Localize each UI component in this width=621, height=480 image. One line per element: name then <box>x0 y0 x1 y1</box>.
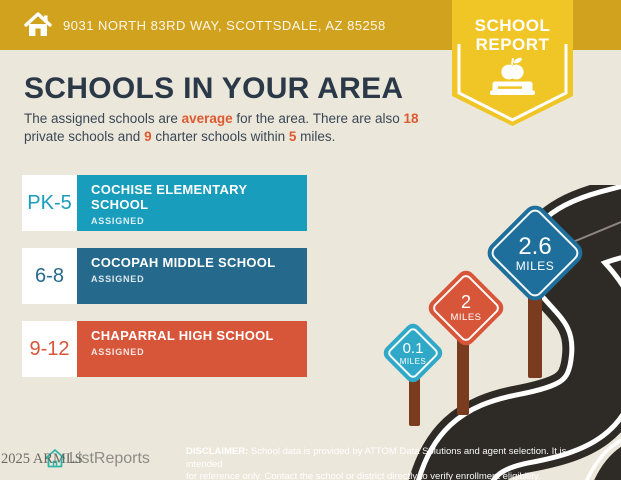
listreports-logo-text: ListReports <box>69 449 150 467</box>
summary-highlight-charter-count: 9 <box>144 128 152 144</box>
summary-highlight-radius: 5 <box>288 128 297 144</box>
summary-segment: for the area. There are also <box>232 111 404 126</box>
summary-segment: miles. <box>296 128 336 144</box>
distance-unit: MILES <box>399 356 427 366</box>
school-name: COCOPAH MIDDLE SCHOOL <box>91 255 276 270</box>
distance-value: 2 <box>460 292 471 312</box>
disclaimer-text <box>186 446 588 480</box>
distance-value: 0.1 <box>402 339 424 357</box>
school-row-middle <box>22 248 307 304</box>
mls-watermark: 2025 ARMLS <box>1 451 83 467</box>
property-address: 9031 NORTH 83RD WAY, SCOTTSDALE, AZ 85258 <box>63 17 386 33</box>
disclaimer-label: DISCLAIMER: <box>186 446 249 457</box>
grade-range: 6-8 <box>22 248 77 304</box>
badge-title-line1: SCHOOL <box>474 16 551 35</box>
disclaimer-line1: School data is provided by ATTOM Data Solutions and agent selection. It is intended <box>186 446 567 470</box>
summary-text <box>24 110 469 145</box>
school-info <box>77 248 307 304</box>
distance-sign-high <box>483 201 588 306</box>
distance-value: 2.6 <box>518 232 552 260</box>
distance-unit: MILES <box>515 258 555 273</box>
school-info <box>77 175 307 231</box>
disclaimer-line2: for reference only. Contact the school or district directly to verify enrollment eligibility. <box>186 471 541 480</box>
summary-segment: charter schools within <box>151 128 289 144</box>
school-info <box>77 321 307 377</box>
grade-range: 9-12 <box>22 321 77 377</box>
distance-sign-elementary <box>380 320 445 385</box>
school-name: COCHISE ELEMENTARY SCHOOL <box>91 182 248 212</box>
summary-highlight-rating: average <box>181 111 233 126</box>
page-title: SCHOOLS IN YOUR AREA <box>24 72 404 105</box>
school-report-badge <box>452 0 573 128</box>
school-name: CHAPARRAL HIGH SCHOOL <box>91 328 274 343</box>
distance-unit: MILES <box>450 312 482 323</box>
sign-post-high <box>528 290 542 378</box>
grade-range: PK-5 <box>22 175 77 231</box>
school-status: ASSIGNED <box>91 274 145 284</box>
school-row-elementary <box>22 175 307 231</box>
school-status: ASSIGNED <box>91 216 145 226</box>
sign-post-middle <box>457 335 469 415</box>
badge-title-line2: REPORT <box>475 35 550 54</box>
home-icon <box>24 12 52 38</box>
school-row-high <box>22 321 307 377</box>
summary-segment: The assigned schools are <box>24 111 182 126</box>
distance-sign-middle <box>425 267 507 349</box>
summary-highlight-private-count: 18 <box>403 111 419 126</box>
summary-segment: private schools and <box>24 128 145 144</box>
school-status: ASSIGNED <box>91 347 145 357</box>
